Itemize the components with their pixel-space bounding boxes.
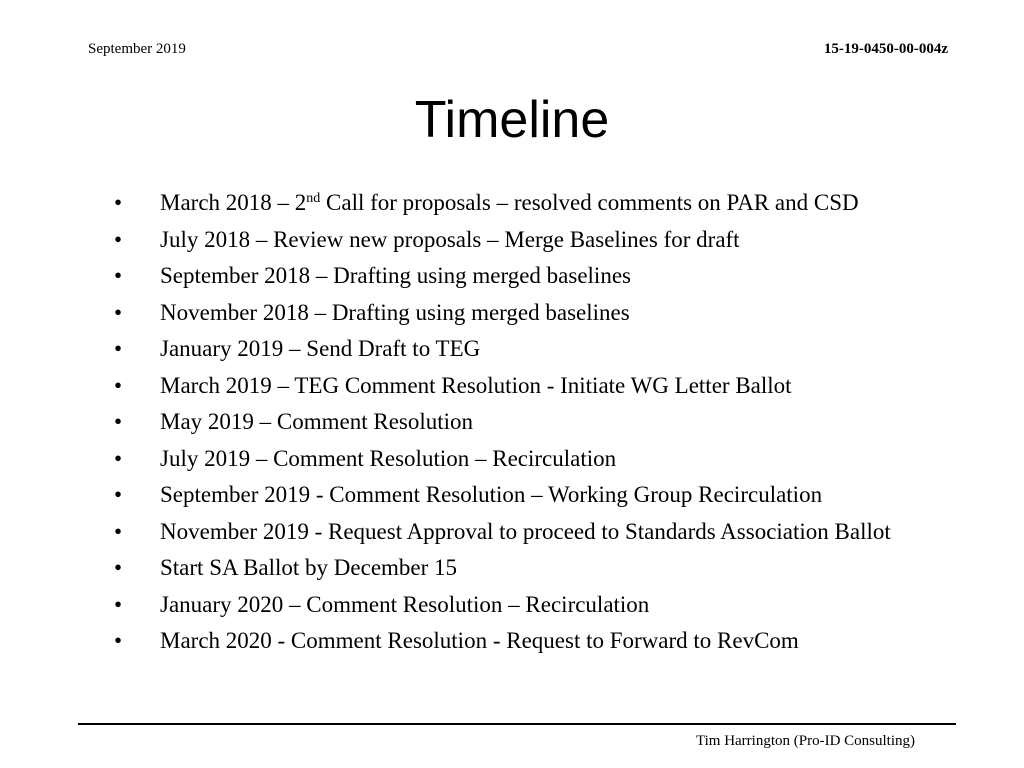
- timeline-item: [0, 261, 920, 291]
- bullet-icon: •: [113, 409, 123, 434]
- timeline-item-text: January 2019 – Send Draft to TEG: [160, 336, 481, 361]
- timeline-item-text: July 2018 – Review new proposals – Merge Baselines for draft: [160, 226, 740, 252]
- timeline-item: [0, 517, 920, 547]
- footer-author: Tim Harrington (Pro-ID Consulting): [695, 733, 915, 749]
- timeline-item: [0, 444, 920, 474]
- timeline-item-text: May 2019 – Comment Resolution: [160, 409, 474, 434]
- timeline-item-text: September 2018 – Drafting using merged baselines: [160, 263, 631, 288]
- timeline-item: [0, 225, 920, 255]
- bullet-icon: •: [113, 190, 123, 215]
- footer-divider: [78, 723, 956, 725]
- timeline-item: [0, 334, 920, 364]
- timeline-item-text: Start SA Ballot by December 15: [160, 555, 458, 580]
- bullet-icon: •: [113, 336, 123, 361]
- timeline-item-text: November 2019 - Request Approval to proceed to Standards Association Ballot: [160, 518, 891, 544]
- bullet-icon: •: [113, 445, 123, 471]
- bullet-icon: •: [113, 518, 123, 544]
- bullet-icon: •: [113, 226, 123, 252]
- timeline-list: [0, 188, 1024, 663]
- timeline-item-text: November 2018 – Drafting using merged baselines: [160, 299, 630, 325]
- timeline-item: [0, 188, 920, 218]
- slide-title: Timeline: [414, 91, 610, 149]
- bullet-icon: •: [113, 555, 123, 580]
- bullet-icon: •: [113, 263, 123, 288]
- timeline-item: [0, 590, 920, 620]
- timeline-item: [0, 626, 920, 656]
- timeline-item-text-cont: Call for proposals – resolved comments on PAR and CSD: [320, 190, 859, 215]
- timeline-item: [0, 553, 920, 583]
- bullet-icon: •: [113, 299, 123, 325]
- timeline-item: [0, 371, 920, 401]
- ordinal-superscript: nd: [306, 191, 321, 206]
- timeline-item-text: September 2019 - Comment Resolution – Working Group Recirculation: [160, 482, 823, 507]
- timeline-item: [0, 407, 920, 437]
- timeline-item-text: March 2019 – TEG Comment Resolution - Initiate WG Letter Ballot: [160, 372, 792, 398]
- timeline-item-text: January 2020 – Comment Resolution – Recirculation: [160, 591, 650, 617]
- timeline-item: [0, 480, 920, 510]
- timeline-item-text: July 2019 – Comment Resolution – Recirculation: [160, 445, 617, 471]
- timeline-item-text: March 2020 - Comment Resolution - Request to Forward to RevCom: [160, 628, 799, 653]
- bullet-icon: •: [113, 591, 123, 617]
- timeline-item-text: March 2018 – 2: [160, 190, 307, 215]
- bullet-icon: •: [113, 482, 123, 507]
- header-doc-number: 15-19-0450-00-004z: [823, 41, 948, 57]
- header-date: September 2019: [88, 41, 186, 57]
- bullet-icon: •: [113, 628, 123, 653]
- bullet-icon: •: [113, 372, 123, 398]
- timeline-item: [0, 298, 920, 328]
